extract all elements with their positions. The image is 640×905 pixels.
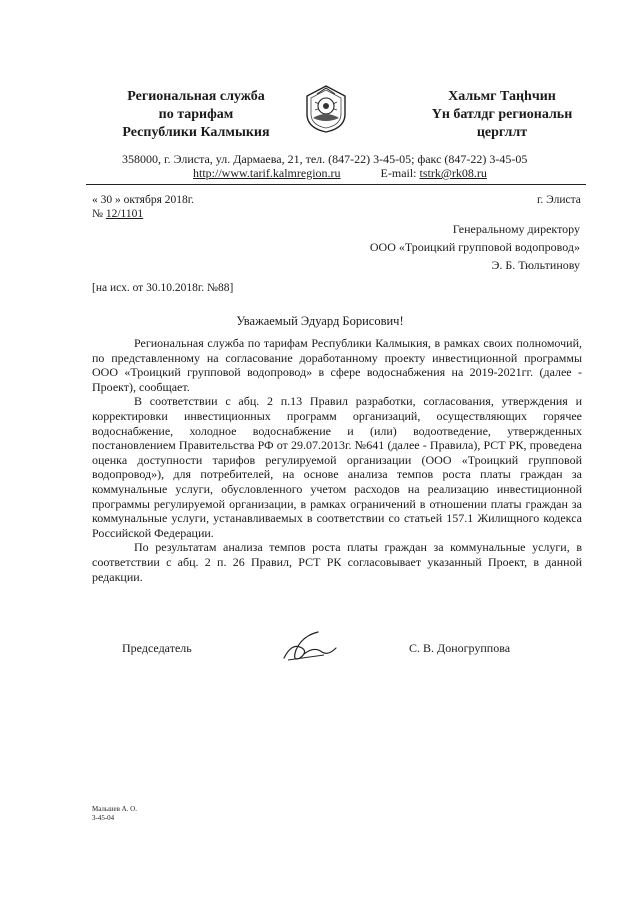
org-line-2: по тарифам: [158, 107, 234, 122]
email-label: E-mail:: [380, 166, 417, 180]
recipient-organization: ООО «Троицкий групповой водопровод»: [369, 240, 580, 254]
recipient-name: Э. Б. Тюльтинову: [491, 258, 580, 272]
org-line-1: Региональная служба: [127, 89, 265, 104]
org-line-3: Республики Калмыкия: [122, 125, 270, 140]
recipient-position: Генеральному директору: [452, 222, 580, 236]
executor-block: [92, 805, 137, 823]
website-link[interactable]: http://www.tarif.kalmregion.ru: [193, 166, 341, 180]
org-kalmyk-line-3: цергллт: [476, 125, 528, 140]
letter-body: [92, 336, 582, 584]
org-kalmyk-line-1: Хальмг Таңһчин: [448, 89, 556, 104]
signatory-name: С. В. Доногруппова: [409, 641, 511, 655]
email-link[interactable]: tstrk@rk08.ru: [419, 166, 487, 180]
signatory-position: Председатель: [122, 641, 192, 655]
body-paragraph-3: По результатам анализа темпов роста платы граждан за коммунальные услуги, в соответствии с абц. 2 п. 26 Правил, РСТ РК согласовывает указанный Проект, в данной редакции.: [92, 540, 582, 584]
address-line: 358000, г. Элиста, ул. Дармаева, 21, тел. (847-22) 3-45-05; факс (847-22) 3-45-05: [122, 152, 528, 166]
body-paragraph-1: Региональная служба по тарифам Республики Калмыкия, в рамках своих полномочий, по представленному на согласование доработанному проекту инвестиционной программы ООО «Троицкий групповой водопровод» в сфере водоснабжения на 2019-2021гг. (далее - Проект), сообщает.: [92, 336, 582, 394]
reference-note: [на исх. от 30.10.2018г. №88]: [92, 282, 234, 294]
executor-name: Мальшев А. О.: [92, 805, 137, 813]
letter-city: г. Элиста: [537, 194, 581, 206]
header-divider: [86, 184, 586, 185]
salutation: Уважаемый Эдуард Борисович!: [236, 314, 404, 328]
contacts-line: [193, 166, 487, 181]
letter-date: « 30 » октября 2018г.: [92, 194, 195, 206]
emblem-icon: [303, 84, 349, 139]
organization-name-kalmyk: [392, 88, 612, 142]
organization-name-ru: [106, 88, 286, 142]
number-value: 12/1101: [105, 208, 144, 220]
body-paragraph-2: В соответствии с абц. 2 п.13 Правил разработки, согласования, утверждения и корректировки инвестиционных программ организаций, осуществляющих горячее водоснабжение, холодное водоснабжение и (или) водоотведение, утвержденных постановлением Правительства РФ от 29.07.2013г. №641 (далее - Правила), РСТ РК, проведена оценка доступности тарифов регулируемой организации (ООО «Троицкий групповой водопровод»), для потребителей, на основе анализа темпов роста платы граждан за коммунальные услуги, обусловленного учетом расходов на реализацию инвестиционной программы регулируемой организации, в рамках ограничений в отношении платы граждан за коммунальные услуги, устанавливаемых в соответствии со статьей 157.1 Жилищного кодекса Российской Федерации.: [92, 394, 582, 540]
handwritten-signature: [278, 628, 342, 669]
letter-number: [92, 207, 143, 221]
number-prefix: №: [92, 208, 103, 220]
recipient-block: [370, 222, 580, 273]
org-kalmyk-line-2: Үн батлдг региональн: [431, 107, 573, 122]
executor-phone: 3-45-04: [92, 814, 115, 822]
